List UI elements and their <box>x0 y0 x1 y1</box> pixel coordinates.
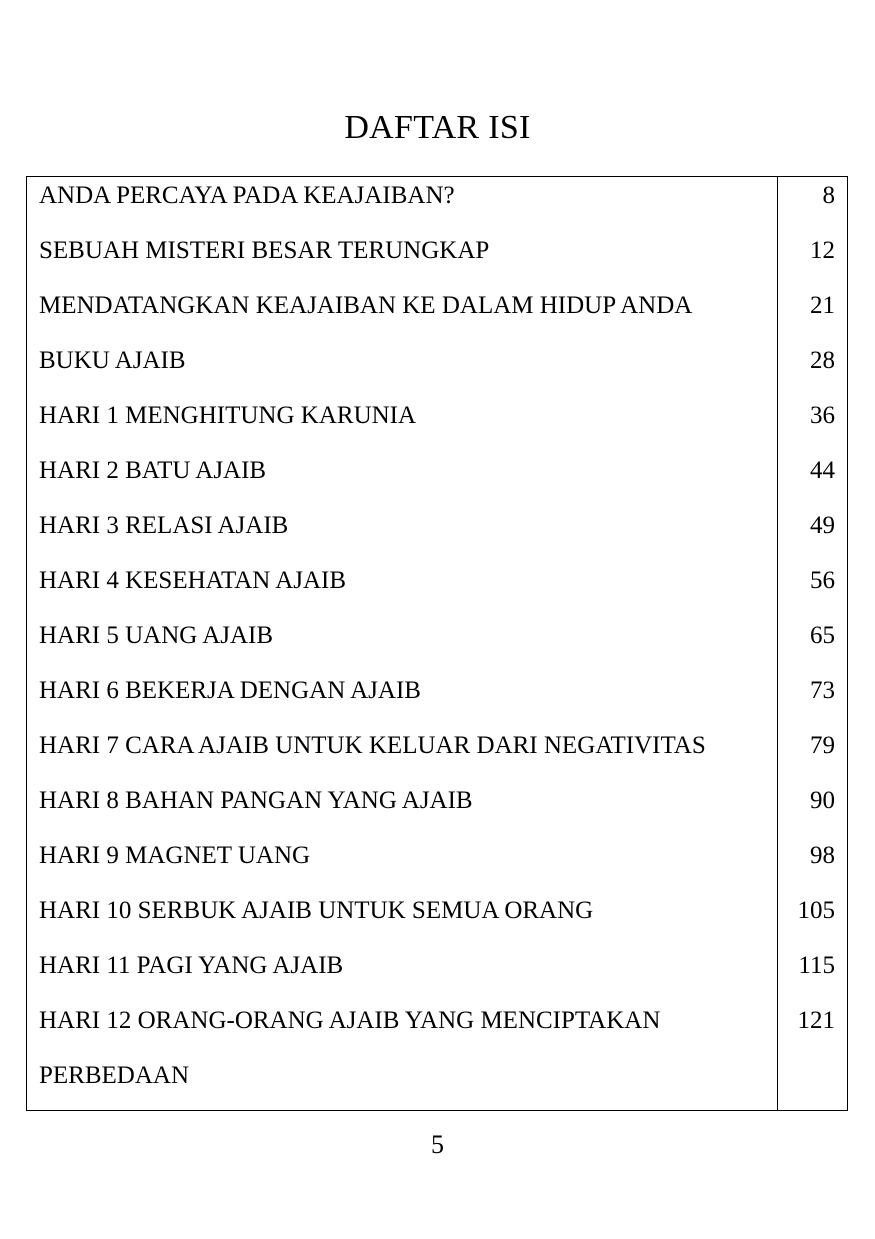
toc-entry-title: HARI 5 UANG AJAIB <box>39 622 274 649</box>
toc-row[interactable] <box>27 507 847 562</box>
toc-row[interactable] <box>27 562 847 617</box>
toc-row[interactable] <box>27 177 847 232</box>
toc-entry-page: 36 <box>810 402 835 429</box>
toc-row[interactable] <box>27 397 847 452</box>
toc-entry-page: 8 <box>822 182 835 209</box>
toc-entry-page: 98 <box>810 842 835 869</box>
toc-row[interactable] <box>27 452 847 507</box>
toc-entry-title: HARI 3 RELASI AJAIB <box>39 512 289 539</box>
toc-entry-page: 73 <box>810 677 835 704</box>
toc-row[interactable] <box>27 782 847 837</box>
toc-entry-title: MENDATANGKAN KEAJAIBAN KE DALAM HIDUP ANDA <box>39 292 693 319</box>
toc-entry-title: HARI 2 BATU AJAIB <box>39 457 267 484</box>
toc-entry-page: 44 <box>810 457 835 484</box>
toc-row[interactable] <box>27 727 847 782</box>
toc-entry-page: 49 <box>810 512 835 539</box>
toc-entry-title: HARI 7 CARA AJAIB UNTUK KELUAR DARI NEGATIVITAS <box>39 732 706 759</box>
toc-entry-page: 105 <box>797 897 835 924</box>
toc-entry-page: 12 <box>810 237 835 264</box>
toc-entry-title: HARI 4 KESEHATAN AJAIB <box>39 567 347 594</box>
toc-row[interactable] <box>27 1002 847 1112</box>
toc-entry-page: 121 <box>797 1007 835 1034</box>
toc-entry-title: HARI 11 PAGI YANG AJAIB <box>39 952 344 979</box>
page-title: DAFTAR ISI <box>344 109 531 146</box>
toc-entry-title: BUKU AJAIB <box>39 347 186 374</box>
toc-entry-page: 115 <box>798 952 835 979</box>
toc-entry-title: HARI 12 ORANG-ORANG AJAIB YANG MENCIPTAKAN PERBEDAAN <box>39 1007 661 1089</box>
toc-entry-page: 79 <box>810 732 835 759</box>
toc-entry-page: 90 <box>810 787 835 814</box>
toc-entry-title: HARI 9 MAGNET UANG <box>39 842 311 869</box>
toc-entry-title: HARI 8 BAHAN PANGAN YANG AJAIB <box>39 787 473 814</box>
toc-entry-title: HARI 1 MENGHITUNG KARUNIA <box>39 402 417 429</box>
toc-entry-page: 65 <box>810 622 835 649</box>
toc-entry-page: 21 <box>810 292 835 319</box>
toc-entry-title: SEBUAH MISTERI BESAR TERUNGKAP <box>39 237 490 264</box>
page-number: 5 <box>431 1130 444 1159</box>
toc-entry-title: HARI 10 SERBUK AJAIB UNTUK SEMUA ORANG <box>39 897 594 924</box>
toc-entry-title: HARI 6 BEKERJA DENGAN AJAIB <box>39 677 421 704</box>
toc-row[interactable] <box>27 837 847 892</box>
toc-entry-title: ANDA PERCAYA PADA KEAJAIBAN? <box>39 182 455 209</box>
toc-row[interactable] <box>27 287 847 342</box>
toc-row[interactable] <box>27 342 847 397</box>
toc-row[interactable] <box>27 672 847 727</box>
toc-entry-page: 56 <box>810 567 835 594</box>
toc-row[interactable] <box>27 232 847 287</box>
toc-entry-page: 28 <box>810 347 835 374</box>
toc-row[interactable] <box>27 892 847 947</box>
toc-row[interactable] <box>27 617 847 672</box>
table-of-contents <box>26 176 848 1111</box>
